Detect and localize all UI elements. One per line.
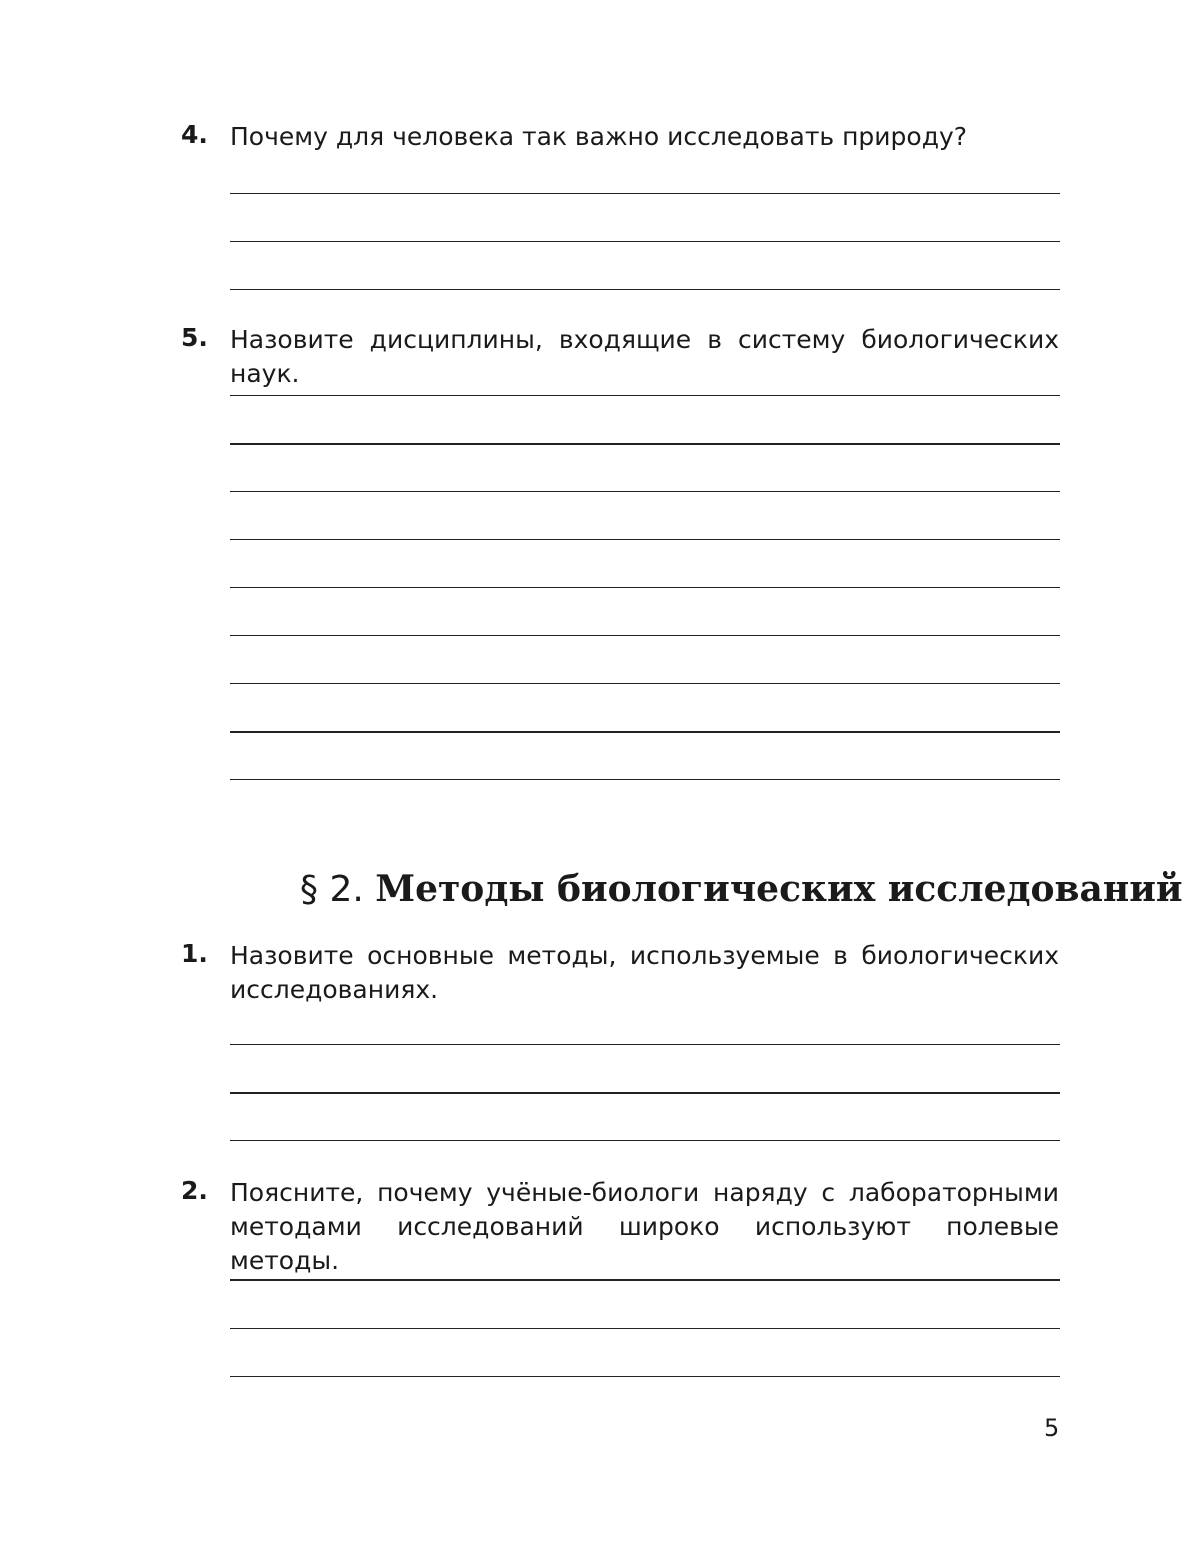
answer-line[interactable]	[230, 289, 1060, 290]
answer-line[interactable]	[230, 193, 1060, 194]
question-number: 4.	[181, 120, 208, 149]
answer-line[interactable]	[230, 1279, 1060, 1281]
question-number: 2.	[181, 1176, 208, 1205]
question-text: Назовите основные методы, используемые в биологических исследованиях.	[230, 941, 1059, 1004]
answer-line[interactable]	[230, 1044, 1060, 1045]
answer-line[interactable]	[230, 241, 1060, 242]
answer-line[interactable]	[230, 443, 1060, 445]
answer-line[interactable]	[230, 635, 1060, 636]
answer-line[interactable]	[230, 1376, 1060, 1377]
question-text: Назовите дисциплины, входящие в систему биологических наук.	[230, 325, 1059, 388]
answer-line[interactable]	[230, 491, 1060, 492]
answer-line[interactable]	[230, 1140, 1060, 1141]
question-text: Поясните, почему учёные-биологи наряду с лабораторными методами исследований широко используют полевые методы.	[230, 1178, 1059, 1275]
answer-line[interactable]	[230, 1092, 1060, 1094]
section-title: Методы биологических исследований	[375, 868, 1183, 910]
page-number: 5	[1044, 1414, 1060, 1442]
answer-line[interactable]	[230, 731, 1060, 733]
section-heading	[300, 868, 1183, 910]
question-text: Почему для человека так важно исследовать природу?	[230, 122, 968, 151]
question-number: 5.	[181, 323, 208, 352]
answer-line[interactable]	[230, 683, 1060, 684]
answer-line[interactable]	[230, 779, 1060, 780]
answer-line[interactable]	[230, 587, 1060, 588]
section-symbol: § 2.	[300, 869, 364, 910]
answer-line[interactable]	[230, 539, 1060, 540]
answer-line[interactable]	[230, 1328, 1060, 1329]
answer-line[interactable]	[230, 395, 1060, 396]
question-number: 1.	[181, 939, 208, 968]
